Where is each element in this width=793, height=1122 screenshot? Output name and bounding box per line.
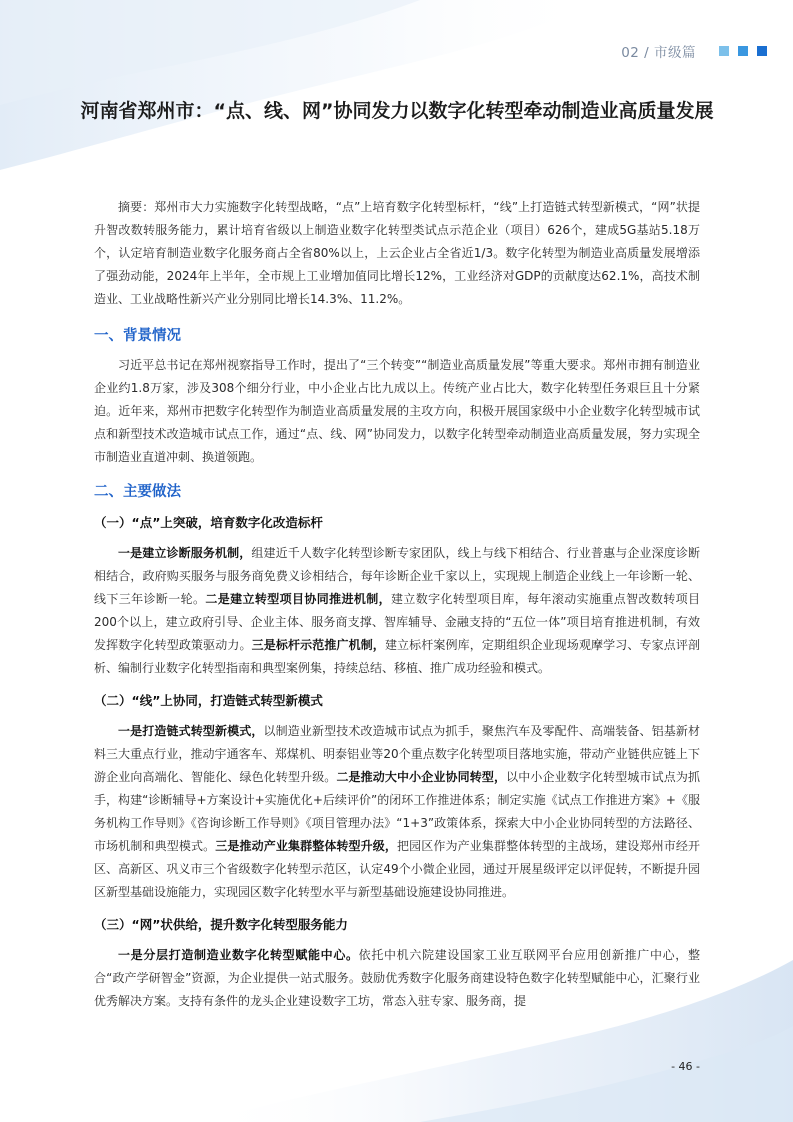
background-paragraph: 习近平总书记在郑州视察指导工作时，提出了“三个转变”“制造业高质量发展”等重大要求。郑州市拥有制造业企业约1.8万家，涉及308个细分行业，中小企业占比九成以上。传统产业占比大，数字化转型任务艰巨且十分紧迫。近年来，郑州市把数字化转型作为制造业高质量发展的主攻方向，积极开展国家级中小企业数字化转型城市试点和新型技术改造城市试点工作，通过“点、线、网”协同发力，以数字化转型牵动制造业高质量发展，努力实现全市制造业直道冲刺、换道领跑。 bbox=[94, 358, 700, 464]
line-paragraph bbox=[94, 720, 700, 904]
body-text: 组建近千人数字化转型诊断专家团队，线上与线下相结合、行业普惠与企业深度诊断相结合，政府购买服务与服务商免费义诊相结合，每年诊断企业千家以上，实现规上制造企业线上一年诊断一轮、线下三年诊断一轮。 bbox=[94, 546, 700, 606]
section-heading-practices: 二、主要做法 bbox=[94, 484, 181, 500]
accent-square-icon bbox=[738, 46, 748, 56]
article-body bbox=[94, 196, 700, 1013]
accent-square-icon bbox=[757, 46, 767, 56]
bold-lead: 三是标杆示范推广机制， bbox=[251, 638, 385, 652]
body-text: 建立标杆案例库，定期组织企业现场观摩学习、专家点评剖析、编制行业数字化转型指南和典型案例集，持续总结、移植、推广成功经验和模式。 bbox=[94, 638, 700, 675]
body-text: 依托中机六院建设国家工业互联网平台应用创新推广中心，整合“政产学研智金”资源，为企业提供一站式服务。鼓励优秀数字化服务商建设特色数字化转型赋能中心，汇聚行业优秀解决方案。支持有条件的龙头企业建设数字工坊，常态入驻专家、服务商，提 bbox=[94, 948, 700, 1008]
bold-lead: 一是分层打造制造业数字化转型赋能中心。 bbox=[118, 948, 359, 962]
body-text: 以中小企业数字化转型城市试点为抓手，构建“诊断辅导+方案设计+实施优化+后续评价”的闭环工作推进体系；制定实施《试点工作推进方案》+《服务机构工作导则》《咨询诊断工作导则》《项目管理办法》“1+3”政策体系，探索大中小企业协同转型的方法路径、市场机制和典型模式。 bbox=[94, 770, 700, 853]
point-paragraph bbox=[94, 542, 700, 680]
chapter-header bbox=[621, 41, 767, 61]
body-text: 以制造业新型技术改造城市试点为抓手，聚焦汽车及零配件、高端装备、铝基新材料三大重点行业，推动宇通客车、郑煤机、明泰铝业等20个重点数字化转型项目落地实施，带动产业链供应链上下游企业向高端化、智能化、绿色化转型升级。 bbox=[94, 724, 700, 784]
bold-lead: 二是建立转型项目协同推进机制， bbox=[205, 592, 391, 606]
section-heading-background: 一、背景情况 bbox=[94, 328, 181, 344]
abstract-paragraph: 摘要：郑州市大力实施数字化转型战略，“点”上培育数字化转型标杆，“线”上打造链式转型新模式，“网”状提升智改数转服务能力，累计培育省级以上制造业数字化转型类试点示范企业（项目）626个，建成5G基站5.18万个，认定培育制造业数字化服务商占全省80%以上，上云企业占全省近1/3。数字化转型为制造业高质量发展增添了强劲动能，2024年上半年，全市规上工业增加值同比增长12%，工业经济对GDP的贡献度达62.1%，高技术制造业、工业战略性新兴产业分别同比增长14.3%、11.2%。 bbox=[94, 200, 700, 306]
body-text: 把园区作为产业集群整体转型的主战场，建设郑州市经开区、高新区、巩义市三个省级数字化转型示范区，认定49个小微企业园，通过开展星级评定以评促转，不断提升园区新型基础设施能力，实现园区数字化转型水平与新型基础设施建设协同推进。 bbox=[94, 839, 700, 899]
subsection-heading-point: （一）“点”上突破，培育数字化改造标杆 bbox=[94, 515, 323, 530]
bold-lead: 一是打造链式转型新模式， bbox=[118, 724, 264, 738]
section-tag: 02 / 市级篇 bbox=[621, 45, 696, 61]
subsection-heading-network: （三）“网”状供给，提升数字化转型服务能力 bbox=[94, 917, 348, 932]
subsection-heading-line: （二）“线”上协同，打造链式转型新模式 bbox=[94, 693, 323, 708]
page-number: - 46 - bbox=[671, 1060, 700, 1073]
accent-square-icon bbox=[719, 46, 729, 56]
network-paragraph bbox=[94, 944, 700, 1013]
bold-lead: 一是建立诊断服务机制， bbox=[118, 546, 252, 560]
article-title: 河南省郑州市：“点、线、网”协同发力以数字化转型牵动制造业高质量发展 bbox=[80, 100, 714, 122]
bold-lead: 三是推动产业集群整体转型升级， bbox=[215, 839, 398, 853]
bold-lead: 二是推动大中小企业协同转型， bbox=[336, 770, 507, 784]
body-text: 建立数字化转型项目库，每年滚动实施重点智改数转项目200个以上，建立政府引导、企业主体、服务商支撑、智库辅导、金融支持的“五位一体”项目培育推进机制，有效发挥数字化转型政策驱动力。 bbox=[94, 592, 700, 652]
